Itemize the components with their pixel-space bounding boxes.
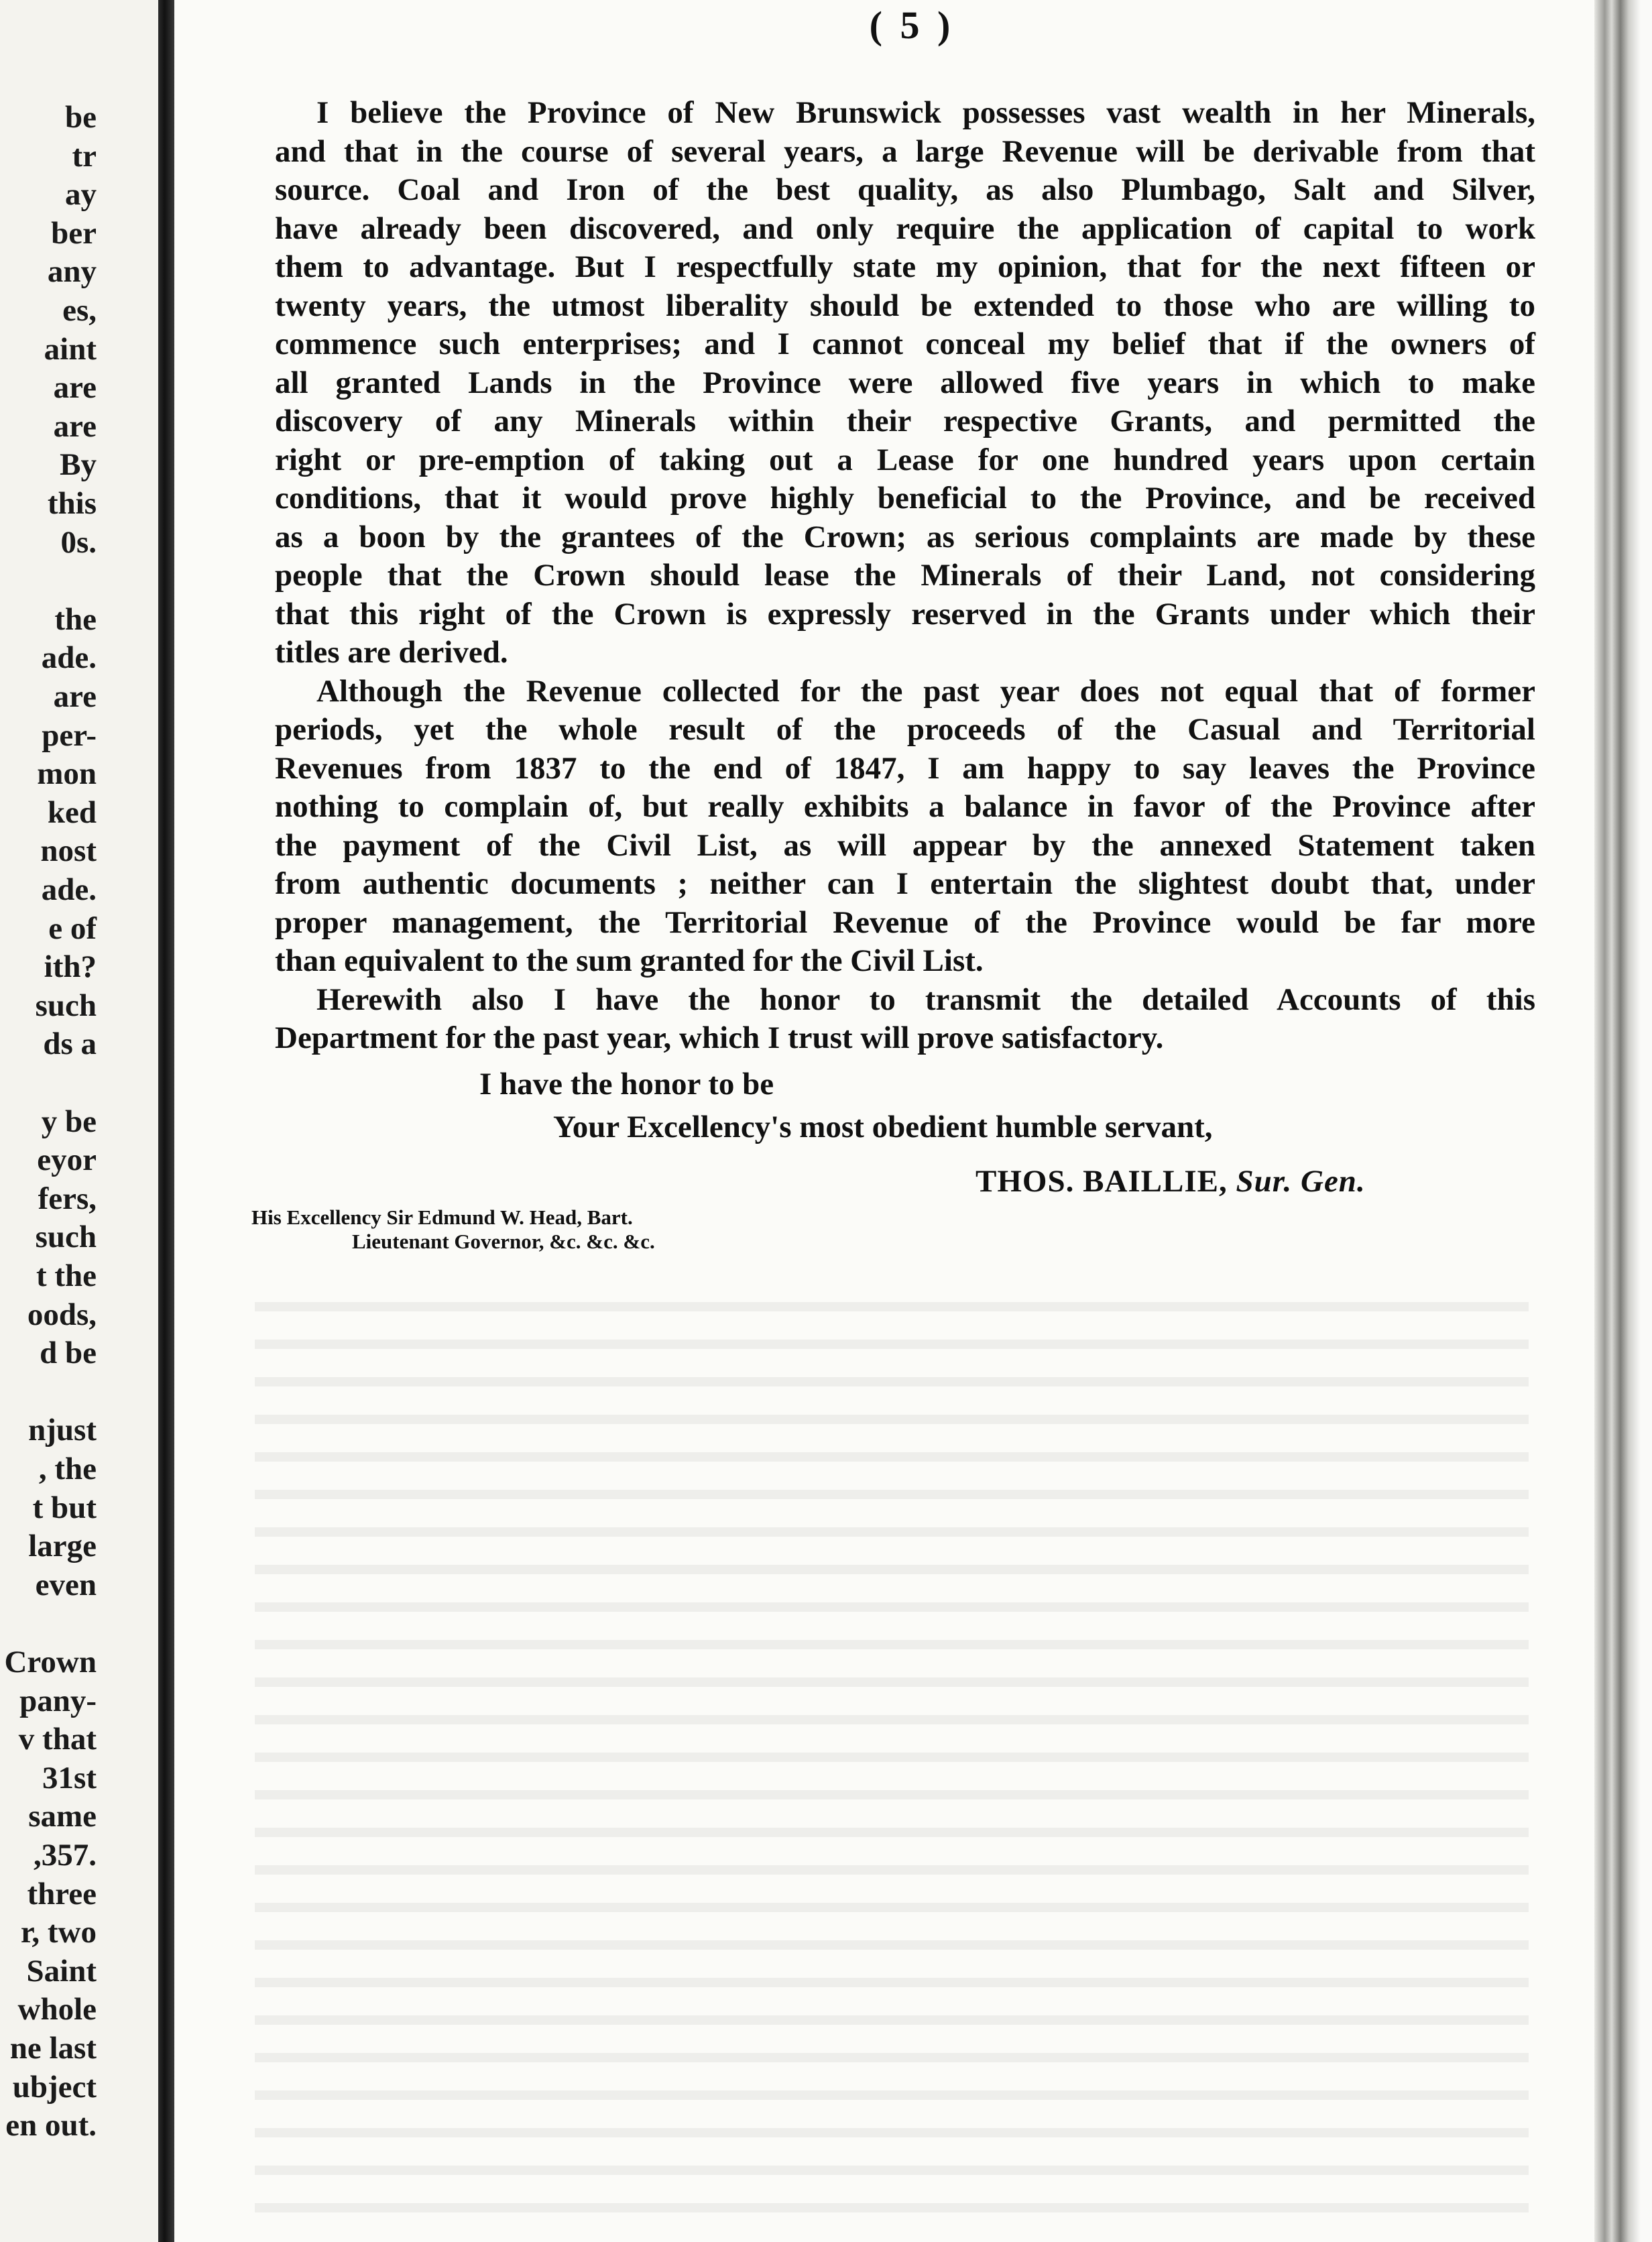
text-line: Although the Revenue collected for the past year does not equal that of former [316, 673, 1535, 709]
adjacent-page-fragment: same [28, 1799, 97, 1834]
adjacent-page-fragment: oods, [27, 1297, 97, 1332]
bleed-through-texture [255, 1274, 1529, 2212]
page-number: ( 5 ) [869, 3, 955, 47]
signature-title: Sur. Gen. [1236, 1164, 1366, 1199]
text-line: right or pre-emption of taking out a Lease for one hundred years upon certain [275, 442, 1535, 477]
adjacent-page-fragment: d be [40, 1336, 97, 1371]
adjacent-page-fragment: 31st [42, 1760, 97, 1795]
adjacent-page-fragment: fers, [38, 1181, 97, 1216]
text-line: from authentic documents ; neither can I entertain the slightest doubt that, under [275, 866, 1535, 901]
adjacent-page-fragment: nost [40, 833, 97, 869]
text-line: all granted Lands in the Province were allowed five years in which to make [275, 365, 1535, 400]
adjacent-page-fragment: By [60, 447, 97, 483]
adjacent-page-fragment: three [27, 1876, 97, 1911]
text-line: and that in the course of several years, a large Revenue will be derivable from that [275, 133, 1535, 169]
text-line: as a boon by the grantees of the Crown; as serious complaints are made by these [275, 519, 1535, 554]
text-line: Revenues from 1837 to the end of 1847, I am happy to say leaves the Province [275, 750, 1535, 786]
adjacent-page-fragment: mon [37, 756, 97, 792]
adjacent-page-fragment: ade. [41, 640, 97, 676]
adjacent-page-fragment: large [28, 1529, 97, 1564]
adjacent-page-fragment: 0s. [60, 524, 97, 560]
text-line: proper management, the Territorial Revenue of the Province would be far more [275, 904, 1535, 940]
adjacent-page-fragment: such [35, 988, 97, 1023]
closing-line-1: I have the honor to be [479, 1067, 774, 1102]
adjacent-page-fragment: , the [38, 1452, 97, 1486]
text-line: twenty years, the utmost liberality should be extended to those who are willing to [275, 288, 1535, 323]
adjacent-page-fragment: e of [48, 910, 97, 946]
addressee-line-2: Lieutenant Governor, &c. &c. &c. [352, 1230, 655, 1253]
adjacent-page-fragment: r, two [20, 1915, 97, 1950]
adjacent-page-fragment: ber [51, 215, 97, 251]
adjacent-page-fragment: Saint [26, 1953, 97, 1989]
text-line: that this right of the Crown is expressly reserved in the Grants under which their [275, 596, 1535, 632]
adjacent-page-fragment: even [35, 1567, 97, 1602]
paragraph-minerals [275, 94, 1535, 672]
page-edge [1594, 0, 1652, 2242]
text-line: source. Coal and Iron of the best quality, as also Plumbago, Salt and Silver, [275, 172, 1535, 207]
adjacent-page-fragment: pany- [19, 1683, 97, 1718]
text-line: have already been discovered, and only require the application of capital to work [275, 211, 1535, 246]
adjacent-page-fragment: ne last [9, 2031, 97, 2066]
signature-name: THOS. BAILLIE, [976, 1164, 1228, 1199]
adjacent-page-fragment: es, [62, 293, 97, 328]
adjacent-page-fragment: eyor [37, 1142, 97, 1178]
adjacent-page-fragment: ,357. [34, 1838, 97, 1873]
adjacent-page-fragment: be [65, 100, 97, 135]
adjacent-page-fragment: ds a [43, 1026, 97, 1062]
adjacent-page-fragment: the [54, 601, 97, 637]
text-line: titles are derived. [275, 635, 508, 670]
adjacent-page-fragment: tr [72, 138, 97, 174]
adjacent-page-fragment: njust [28, 1413, 97, 1448]
adjacent-page-fragment: v that [18, 1722, 97, 1757]
adjacent-page-fragment: whole [17, 1992, 97, 2027]
adjacent-page-fragment: ubject [12, 2069, 97, 2105]
paragraph-accounts [275, 981, 1535, 1058]
text-line: people that the Crown should lease the Minerals of their Land, not considering [275, 558, 1535, 593]
adjacent-page-fragment: any [47, 254, 97, 290]
text-line: them to advantage. But I respectfully state my opinion, that for the next fifteen or [275, 249, 1535, 284]
adjacent-page-fragment: ay [65, 177, 97, 213]
text-line: Department for the past year, which I trust will prove satisfactory. [275, 1020, 1164, 1055]
book-gutter [158, 0, 174, 2242]
paragraph-revenue [275, 672, 1535, 981]
adjacent-page-strip [0, 0, 158, 2242]
adjacent-page-fragment: are [53, 370, 97, 406]
adjacent-page-fragment: ade. [41, 872, 97, 907]
adjacent-page-fragment: per- [42, 717, 97, 753]
text-line: discovery of any Minerals within their respective Grants, and permitted the [275, 404, 1535, 438]
adjacent-page-fragment: ked [47, 794, 97, 830]
adjacent-page-fragment: ith? [44, 949, 97, 985]
adjacent-page-fragment: Crown [4, 1645, 97, 1679]
text-line: commence such enterprises; and I cannot conceal my belief that if the owners of [275, 327, 1535, 361]
adjacent-page-fragment: are [53, 679, 97, 714]
page [174, 0, 1594, 2242]
signature [976, 1163, 1366, 1199]
text-line: I believe the Province of New Brunswick possesses vast wealth in her Minerals, [316, 95, 1535, 130]
text-line: Herewith also I have the honor to transmit the detailed Accounts of this [316, 982, 1535, 1017]
text-line: periods, yet the whole result of the proceeds of the Casual and Territorial [275, 712, 1535, 747]
addressee-line-1: His Excellency Sir Edmund W. Head, Bart. [251, 1205, 633, 1229]
text-line: nothing to complain of, but really exhibits a balance in favor of the Province after [275, 789, 1535, 824]
adjacent-page-fragment: such [35, 1220, 97, 1255]
adjacent-page-fragment: t the [36, 1258, 97, 1293]
closing-line-2: Your Excellency's most obedient humble servant, [553, 1110, 1213, 1144]
adjacent-page-fragment: y be [41, 1104, 97, 1139]
adjacent-page-fragment: aint [44, 331, 97, 367]
body-text [275, 94, 1535, 1058]
adjacent-page-fragment: en out. [5, 2108, 97, 2143]
adjacent-page-fragment: t but [32, 1490, 97, 1525]
adjacent-page-fragment: this [47, 486, 97, 521]
text-line: the payment of the Civil List, as will appear by the annexed Statement taken [275, 827, 1535, 863]
adjacent-page-fragment: are [53, 408, 97, 444]
text-line: conditions, that it would prove highly beneficial to the Province, and be received [275, 481, 1535, 516]
text-line: than equivalent to the sum granted for the Civil List. [275, 943, 984, 978]
